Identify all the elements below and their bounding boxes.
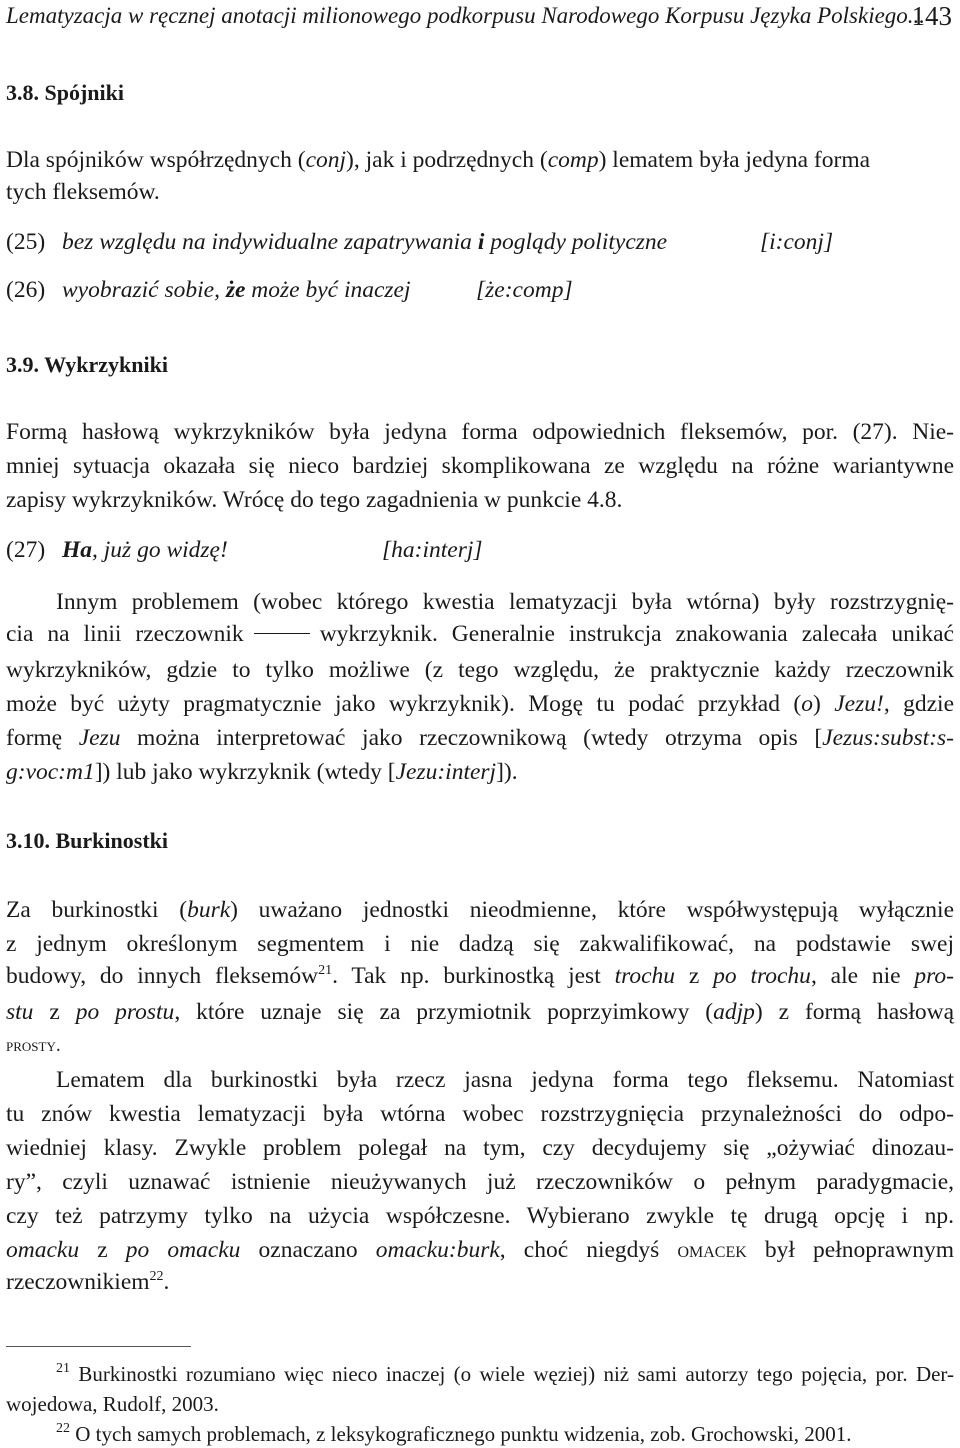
paragraph-line: czy też patrzymy tylko na użycia współczesne. Wybierano zwykle tę drugą opcję i np.: [6, 1203, 954, 1229]
paragraph-line: rzeczownikiem$^{22}$.: [6, 1269, 170, 1295]
paragraph-line: Innym problemem (wobec którego kwestia lematyzacji była wtórna) były rozstrzygnię-: [56, 589, 954, 615]
example-26: (26) wyobrazić sobie, że może być inaczej [że:comp]: [6, 274, 954, 306]
paragraph-line: formę Jezu można interpretować jako rzeczownikową (wtedy otrzyma opis [Jezus:subst:s-: [6, 725, 954, 751]
footnote-separator: [6, 1346, 191, 1347]
example-tag: [że:comp]: [476, 277, 573, 303]
paragraph-line: mniej sytuacja okazała się nieco bardziej skomplikowana ze względu na różne wariantywne: [6, 453, 954, 479]
footnote-22: $^{22}$ O tych samych problemach, z leksykograficznego punktu widzenia, zob. Grochowski, 2001.: [56, 1421, 852, 1446]
footnote-ref[interactable]: 21: [318, 963, 333, 978]
section-heading-3-9: 3.9. Wykrzykniki: [6, 352, 168, 377]
footnote-21-cont: wojedowa, Rudolf, 2003.: [6, 1392, 219, 1416]
paragraph-line: stu z po prostu, które uznaje się za przymiotnik poprzyimkowy (adjp) z formą hasłową: [6, 999, 955, 1025]
paragraph-line: Formą hasłową wykrzykników była jedyna forma odpowiednich fleksemów, por. (27). Nie-: [6, 419, 954, 445]
footnote-mark: 21: [56, 1361, 70, 1376]
paragraph-line: zapisy wykrzykników. Wrócę do tego zagadnienia w punkcie 4.8.: [6, 487, 623, 513]
footnote-mark: 22: [56, 1421, 70, 1436]
section-heading-3-8: 3.8. Spójniki: [6, 80, 124, 105]
paragraph-line: z jednym określonym segmentem i nie dadzą się zakwalifikować, na podstawie swej: [6, 931, 954, 957]
footnote-ref[interactable]: 22: [149, 1269, 164, 1284]
section-heading-3-10: 3.10. Burkinostki: [6, 828, 168, 853]
paragraph-line: Lematem dla burkinostki była rzecz jasna jedyna forma tego fleksemu. Natomiast: [56, 1067, 954, 1093]
footnote-21: $^{21}$ Burkinostki rozumiano więc nieco inaczej (o wiele węziej) niż sami autorzy tego pojęcia, por. Der-: [56, 1361, 954, 1386]
paragraph-line: g:voc:m1]) lub jako wykrzyknik (wtedy [Jezu:interj]).: [6, 759, 518, 785]
paragraph-line: ry”, czyli uznawać istnienie nieużywanych już rzeczowników o pełnym paradygmacie,: [6, 1169, 954, 1195]
example-tag: [ha:interj]: [382, 537, 483, 563]
paragraph-line: tych fleksemów.: [6, 179, 160, 205]
paragraph-line: wykrzykników, gdzie to tylko możliwe (z tego względu, że praktycznie każdy rzeczownik: [6, 657, 954, 683]
running-title: Lematyzacja w ręcznej anotacji milionowego podkorpusu Narodowego Korpusu Języka Polskiego...: [6, 3, 926, 28]
paragraph-line: tu znów kwestia lematyzacji była wtórna wobec rozstrzygnięcia przynależności do odpo-: [6, 1101, 954, 1127]
paragraph-line: budowy, do innych fleksemów$^{21}$. Tak np. burkinostką jest trochu z po trochu, ale nie pro-: [6, 963, 954, 989]
em-dash: [254, 633, 310, 634]
paragraph-line: wiedniej klasy. Zwykle problem polegał na tym, czy decydujemy się „ożywiać dinozau-: [6, 1135, 954, 1161]
example-27: (27) Ha, już go widzę! [ha:interj]: [6, 534, 954, 566]
example-number: (26): [6, 277, 46, 303]
paragraph-line: może być użyty pragmatycznie jako wykrzyknik). Mogę tu podać przykład (o) Jezu!, gdzie: [6, 691, 954, 717]
paragraph-line: Za burkinostki (burk) uważano jednostki nieodmienne, które współwystępują wyłącznie: [6, 897, 954, 923]
example-number: (25): [6, 229, 46, 255]
paragraph-line: prosty.: [6, 1035, 61, 1056]
paragraph-line: cia na linii rzeczownik wykrzyknik. Generalnie instrukcja znakowania zalecała unikać: [6, 621, 954, 647]
example-number: (27): [6, 537, 46, 563]
paragraph-line: omacku z po omacku oznaczano omacku:burk, choć niegdyś omacek był pełnoprawnym: [6, 1237, 954, 1263]
page-number: 143: [911, 1, 952, 31]
example-25: (25) bez względu na indywidualne zapatrywania i poglądy polityczne [i:conj]: [6, 226, 954, 258]
example-tag: [i:conj]: [760, 229, 834, 255]
paragraph-line: Dla spójników współrzędnych (conj), jak i podrzędnych (comp) lematem była jedyna forma: [6, 147, 871, 173]
